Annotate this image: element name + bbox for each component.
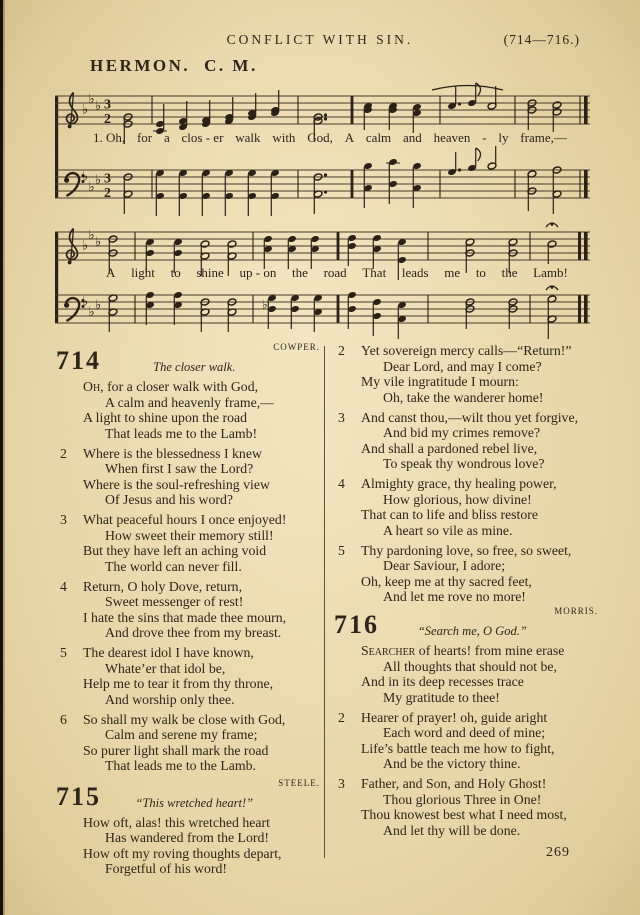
flat-sign: ♭ <box>95 298 102 313</box>
hymn-heading <box>334 606 600 640</box>
fermata-dot <box>551 223 554 226</box>
stanza <box>334 643 600 705</box>
lyric-word: with <box>272 130 296 145</box>
eighth-flag <box>476 148 481 161</box>
column-divider <box>324 346 325 858</box>
verse-number: 2 <box>338 343 345 358</box>
final-barline <box>578 232 581 260</box>
stanza <box>56 379 322 441</box>
stanza-line: Forgetful of his word! <box>105 861 227 876</box>
flat-sign: ♭ <box>95 173 102 188</box>
stanza-line: Yet sovereign mercy calls—“Return!” <box>361 343 572 358</box>
lyric-word: for <box>136 130 153 145</box>
stanza-line: When first I saw the Lord? <box>105 461 254 476</box>
lyric-word: walk <box>235 130 261 145</box>
stanza-line: And let thy will be done. <box>383 822 521 838</box>
stanza-line: Whate’er that idol be, <box>105 660 226 676</box>
lyric-word: clos - er <box>181 130 224 145</box>
stanza-line: Calm and serene my frame; <box>105 727 258 742</box>
stanza <box>56 579 322 641</box>
stanza-line: To speak thy wondrous love? <box>383 456 545 471</box>
stanza-line: How oft, alas! this wretched heart <box>83 814 270 830</box>
lyric-word: me <box>444 265 461 280</box>
system-barline <box>55 96 58 198</box>
stanza <box>334 410 600 472</box>
stanza-line: I hate the sins that made thee mourn, <box>83 609 287 625</box>
lyric-word: light <box>131 265 155 280</box>
lyric-line-1 <box>93 130 567 146</box>
final-barline <box>584 295 588 323</box>
hymn-title: “Search me, O God.” <box>417 624 527 638</box>
stanza-line: Where is the soul-refreshing view <box>83 476 270 492</box>
stanza-line: Father, and Son, and Holy Ghost! <box>361 776 547 791</box>
stanza-line: How glorious, how divine! <box>383 491 532 507</box>
stanza-line: Sweet messenger of rest! <box>105 594 244 609</box>
small-caps-lead: Oh, <box>83 379 104 394</box>
augmentation-dot <box>324 113 327 116</box>
stanza-line: Oh, for a closer walk with God, <box>83 379 259 394</box>
verse-number: 5 <box>338 542 345 558</box>
stanza-line: Dear Lord, and may I come? <box>383 358 542 374</box>
augmentation-dot <box>324 173 327 176</box>
hymn-number: 716 <box>334 610 379 639</box>
barline-heavy <box>351 170 354 198</box>
time-signature-top: 3 <box>104 171 111 187</box>
lyric-line-2 <box>106 265 568 281</box>
time-signature-top: 3 <box>104 97 111 113</box>
lyric-word: the <box>501 265 518 280</box>
lyric-word: heaven <box>433 130 471 145</box>
stanza-line: Hearer of prayer! oh, guide aright <box>361 709 548 725</box>
stanza-line: And worship only thee. <box>105 691 235 707</box>
hymn-column-left <box>56 343 322 881</box>
stanza-line: Oh, keep me at thy sacred feet, <box>361 573 532 589</box>
stanza <box>334 476 600 538</box>
stanza-line: The dearest idol I have known, <box>83 645 254 660</box>
stanza-line: And in its deep recesses trace <box>361 674 524 689</box>
lyric-word: A <box>344 130 355 145</box>
stanza-line: And let me rove no more! <box>383 589 526 604</box>
small-caps-lead: Searcher <box>361 643 416 658</box>
verse-number: 3 <box>338 776 345 791</box>
stanza-line: How sweet their memory still! <box>105 527 274 543</box>
lyric-word: a <box>163 130 170 145</box>
lyric-word: Lamb! <box>533 265 568 280</box>
stanza <box>334 543 600 605</box>
lyric-word: shine <box>196 265 224 280</box>
flat-sign: ♭ <box>95 235 102 250</box>
stanza-line: So purer light shall mark the road <box>83 742 269 758</box>
stanza-line: The world can never fill. <box>105 558 242 574</box>
verse-number: 6 <box>60 711 67 727</box>
lyric-word: frame,— <box>520 130 567 145</box>
lyric-word: ly <box>498 130 509 145</box>
stanza-line: Almighty grace, thy healing power, <box>361 476 557 491</box>
flat-sign: ♭ <box>88 92 95 107</box>
verse-number: 4 <box>338 476 345 491</box>
stanza <box>334 776 600 838</box>
stanza-line: Life’s battle teach me how to fight, <box>361 740 555 756</box>
hymn-number: 714 <box>56 346 101 375</box>
stanza-line: Searcher of hearts! from mine erase <box>361 643 565 658</box>
lyric-word: That <box>362 265 387 280</box>
music-svg <box>0 0 640 340</box>
stanza-line: My gratitude to thee! <box>383 689 500 705</box>
flat-sign: ♭ <box>88 228 95 243</box>
stanza-line: That can to life and bliss restore <box>361 507 539 522</box>
lyric-word: up - on <box>239 265 277 280</box>
hymn-title: “This wretched heart!” <box>135 795 254 810</box>
time-signature-bottom: 2 <box>104 186 111 201</box>
flat-sign: ♭ <box>82 102 89 118</box>
hymn-author: STEELE. <box>278 777 320 788</box>
stanza-line: Of Jesus and his word? <box>105 492 233 507</box>
lyric-word: 1. Oh, <box>93 130 126 145</box>
stanza <box>56 512 322 574</box>
augmentation-dot <box>458 168 461 171</box>
flat-sign: ♭ <box>88 180 95 195</box>
verse-number: 2 <box>338 709 345 725</box>
stanza-line: So shall my walk be close with God, <box>83 711 286 727</box>
hymn-heading <box>56 342 322 376</box>
hymn-column-right <box>334 343 600 843</box>
hymn-author: MORRIS. <box>554 606 598 616</box>
stanza <box>334 343 600 405</box>
stanza-line: A light to shine upon the road <box>83 410 248 425</box>
augmentation-dot <box>324 117 327 120</box>
stanza-line: Where is the blessedness I knew <box>83 445 262 461</box>
lyric-word: calm <box>365 130 392 145</box>
hymn-number: 715 <box>56 781 101 811</box>
lyric-word: the <box>292 265 308 280</box>
stanza-line: A heart so vile as mine. <box>383 522 513 538</box>
accidental: ♭ <box>262 297 268 312</box>
hymn-number-range: (714—716.) <box>503 32 580 47</box>
stanza-line: How oft my roving thoughts depart, <box>83 845 282 861</box>
stanza-line: A calm and heavenly frame,— <box>105 394 274 410</box>
hymn-heading <box>56 777 322 812</box>
stanza <box>334 710 600 772</box>
stanza-line: And canst thou,—wilt thou yet forgive, <box>361 409 579 425</box>
stanza-line: Return, O holy Dove, return, <box>83 578 243 594</box>
stanza-line: Thou knowest best what I need most, <box>361 807 567 822</box>
lyric-word: to <box>475 265 486 280</box>
hymn-title: The closer walk. <box>153 360 236 374</box>
stanza-line: My vile ingratitude I mourn: <box>361 374 519 389</box>
flat-sign: ♭ <box>82 294 89 310</box>
flat-sign: ♭ <box>82 238 89 254</box>
barline-heavy <box>351 96 354 124</box>
tune-meter: C. M. <box>204 56 258 75</box>
stanza-line: Thou glorious Three in One! <box>383 791 542 807</box>
stanza-line: And shall a pardoned rebel live, <box>361 440 538 456</box>
fermata-dot <box>551 286 554 289</box>
eighth-flag <box>476 83 481 96</box>
stanza-line: That leads me to the Lamb. <box>105 758 256 773</box>
stanza <box>56 815 322 877</box>
verse-number: 4 <box>60 578 67 594</box>
final-barline-thick <box>584 96 588 124</box>
lyric-word: to <box>170 265 181 280</box>
verse-number: 3 <box>338 409 345 425</box>
lyric-word: God, <box>307 130 333 145</box>
stanza-line: What peaceful hours I once enjoyed! <box>83 512 287 527</box>
final-barline <box>584 232 588 260</box>
stanza-line: But they have left an aching void <box>83 543 267 558</box>
lyric-word: road <box>323 265 347 280</box>
stanza-line: And drove thee from my breast. <box>105 625 282 640</box>
lyric-word: A <box>106 265 116 280</box>
stanza-line: Thy pardoning love, so free, so sweet, <box>361 542 572 558</box>
running-head: CONFLICT WITH SIN. <box>226 32 414 47</box>
stanza-line: Has wandered from the Lord! <box>105 830 269 845</box>
slur <box>432 86 503 91</box>
tune-title: HERMON. <box>90 56 191 75</box>
final-barline <box>578 295 581 323</box>
page-number: 269 <box>546 845 570 860</box>
barline-heavy <box>337 295 340 323</box>
augmentation-dot <box>324 190 327 193</box>
stanza-line: Dear Saviour, I adore; <box>383 558 506 573</box>
verse-number: 3 <box>60 512 67 527</box>
augmentation-dot <box>458 102 461 105</box>
stanza-line: And bid my crimes remove? <box>383 425 541 440</box>
time-signature-bottom: 2 <box>104 112 111 127</box>
flat-sign: ♭ <box>82 169 89 185</box>
stanza-line: Oh, take the wanderer home! <box>383 389 544 405</box>
stanza <box>56 446 322 508</box>
flat-sign: ♭ <box>88 305 95 320</box>
stanza-line: Each word and deed of mine; <box>383 725 546 740</box>
verse-number: 5 <box>60 645 67 660</box>
stanza <box>56 645 322 707</box>
stanza-line: Help me to tear it from thy throne, <box>83 676 274 691</box>
stanza-line: All thoughts that should not be, <box>383 658 557 674</box>
lyric-word: leads <box>401 265 429 280</box>
stanza <box>56 712 322 774</box>
final-barline-thick <box>584 170 588 198</box>
hymn-author: COWPER. <box>273 342 320 352</box>
stanza-line: That leads me to the Lamb! <box>105 425 258 441</box>
verse-number: 2 <box>60 445 67 461</box>
flat-sign: ♭ <box>95 99 102 114</box>
barline-heavy <box>337 232 340 260</box>
lyric-word: - <box>482 130 487 145</box>
lyric-word: and <box>402 130 422 145</box>
stanza-line: And be the victory thine. <box>383 756 521 771</box>
